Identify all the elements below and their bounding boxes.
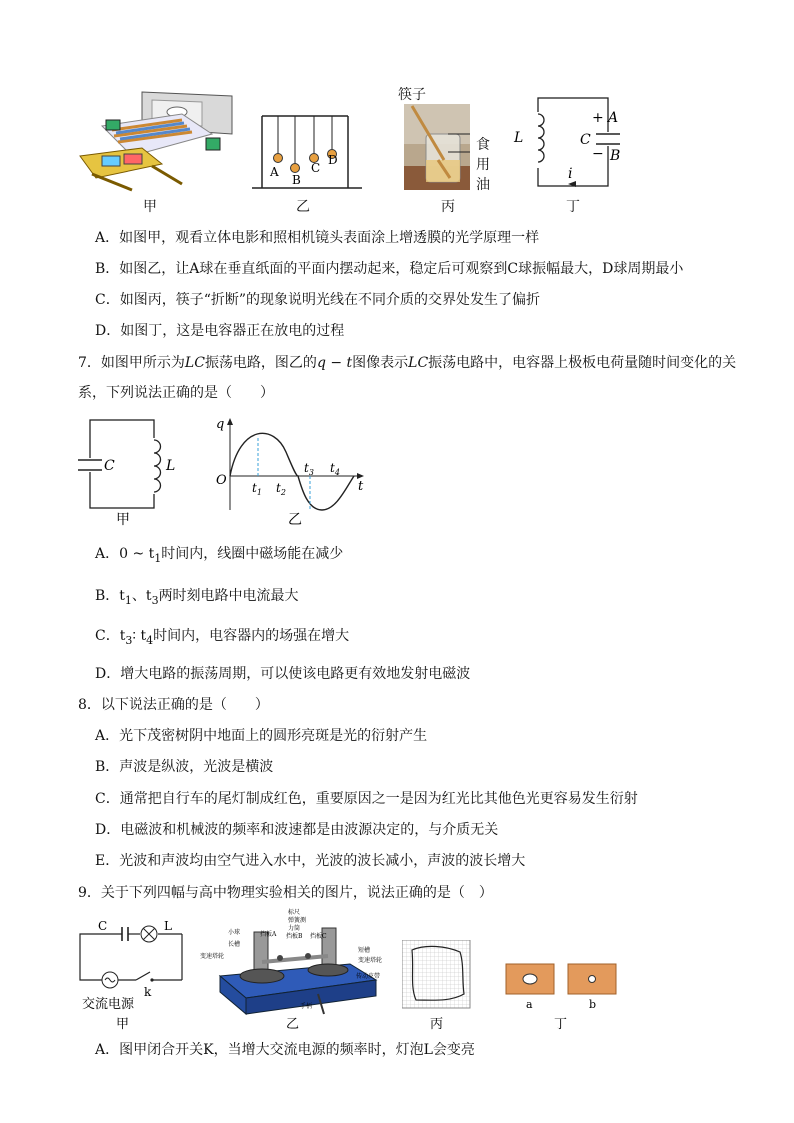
apparatus-label-plate-b: 挡板B	[286, 933, 303, 940]
q9-circuit-label-l: L	[164, 919, 172, 933]
figure-chopsticks-photo	[404, 104, 470, 190]
q7-stem-line2: 系，下列说法正确的是（ ）	[78, 385, 274, 401]
q7-option-a-text: 时间内，线圈中磁场能在减少	[161, 546, 344, 562]
q7-option-b-sub1: 1	[124, 593, 132, 607]
lc-label-minus: −	[592, 146, 604, 162]
apparatus-label-plate-a: 挡板A	[260, 931, 277, 938]
q6-option-d: D．如图丁，这是电容器正在放电的过程	[95, 323, 345, 339]
lc-label-l: L	[514, 130, 524, 146]
fig-label-jia: 甲	[143, 199, 157, 215]
lc-label-plus: +	[592, 110, 604, 126]
apparatus-label-belt: 传动皮带	[356, 973, 381, 980]
q9-stem: 9．关于下列四幅与高中物理实验相关的图片，说法正确的是（ ）	[78, 885, 493, 901]
q7-fig-label-jia: 甲	[116, 512, 130, 528]
apparatus-label-pulley-left: 变速塔轮	[200, 953, 225, 960]
apparatus-label-tube: 力筒	[288, 925, 301, 932]
q8-option-e: E．光波和声波均由空气进入水中，光波的波长减小，声波的波长增大	[95, 853, 526, 869]
q7-fig-label-l: L	[166, 458, 176, 474]
fig-label-yi: 乙	[296, 199, 310, 215]
fig-label-bing: 丙	[441, 199, 455, 215]
q7-lc-2: LC	[408, 355, 429, 371]
apparatus-label-short-slot: 短槽	[358, 947, 371, 954]
q6-option-b: B．如图乙，让A球在垂直纸面的平面内摆动起来，稳定后可观察到C球振幅最大，D球周期最小	[95, 261, 684, 277]
oil-label-1: 食	[476, 137, 490, 153]
apparatus-label-spring: 弹簧测	[288, 917, 307, 924]
pendulum-label-d: D	[328, 153, 338, 167]
pendulum-label-b: B	[292, 173, 301, 187]
q7-option-b-sub2: 3	[151, 593, 159, 607]
q7-fig-label-yi: 乙	[288, 512, 302, 528]
q7-option-c-prefix: C．t	[95, 628, 126, 644]
oil-label-2: 用	[476, 157, 490, 173]
q9-circuit-label-source: 交流电源	[82, 997, 135, 1012]
q8-option-b: B．声波是纵波，光波是横波	[95, 759, 274, 775]
apparatus-label-pulley-right: 变速塔轮	[358, 957, 383, 964]
q7-option-c	[95, 626, 349, 651]
q7-option-a-prefix: A．0 ~ t	[95, 546, 155, 562]
q7-option-a-sub: 1	[154, 551, 162, 565]
q9-fig-label-yi: 乙	[286, 1017, 300, 1032]
q8-option-a: A．光下茂密树阴中地面上的圆形亮斑是光的衍射产生	[95, 728, 428, 744]
q7-stem-part2: 振荡电路，图乙的	[204, 355, 317, 371]
q7-graph-label-t: t	[358, 479, 364, 494]
figure-q7-qt-graph	[212, 414, 372, 528]
q7-option-b-prefix: B．t	[95, 588, 125, 604]
figure-q9-centripetal-apparatus	[200, 904, 396, 1032]
q7-graph-label-t3: $t_3$	[304, 461, 314, 477]
q8-option-c: C．通常把自行车的尾灯制成红色，重要原因之一是因为红光比其他色光更容易发生衍射	[95, 791, 638, 807]
q7-option-c-sub2: 4	[146, 633, 154, 647]
q7-option-d: D．增大电路的振荡周期，可以使该电路更有效地发射电磁波	[95, 666, 471, 682]
q7-graph-label-t4: $t_4$	[330, 461, 340, 477]
q6-option-a: A．如图甲，观看立体电影和照相机镜头表面涂上增透膜的光学原理一样	[95, 230, 540, 246]
spot-label-a: a	[526, 998, 533, 1011]
q7-graph-label-o: O	[216, 473, 227, 488]
apparatus-label-plate-c: 挡板C	[310, 933, 327, 940]
q7-option-b	[95, 586, 299, 611]
q9-circuit-label-c: C	[98, 919, 108, 933]
q7-fig-label-c: C	[104, 458, 115, 474]
apparatus-label-ball: 小球	[228, 929, 241, 936]
spot-label-b: b	[589, 998, 597, 1011]
lc-label-c: C	[580, 132, 591, 148]
figure-lc-circuit-ding	[510, 84, 620, 192]
figure-q7-lc-circuit	[76, 414, 186, 528]
apparatus-label-handle: 手柄	[300, 1003, 313, 1010]
pendulum-label-a: A	[270, 165, 279, 179]
figure-q9-ac-circuit	[74, 916, 188, 1032]
figure-3d-glasses	[72, 86, 242, 194]
q7-option-b-text: 两时刻电路中电流最大	[158, 588, 299, 604]
q7-lc-1: LC	[184, 355, 205, 371]
fig-label-ding: 丁	[566, 199, 580, 215]
q9-fig-label-ding: 丁	[554, 1017, 568, 1032]
q7-graph-label-q: q	[216, 417, 225, 432]
q7-graph-label-t2: $t_2$	[276, 481, 286, 497]
figure-q9-grid-outline	[402, 940, 472, 1032]
q7-stem-part1: 7．如图甲所示为	[78, 355, 185, 371]
q7-option-c-sub1: 3	[125, 633, 133, 647]
apparatus-label-ruler: 标尺	[288, 909, 301, 916]
q7-option-c-text: 时间内，电容器内的场强在增大	[153, 628, 350, 644]
figure-q9-light-spots	[502, 962, 620, 1032]
q8-stem: 8．以下说法正确的是（ ）	[78, 697, 269, 713]
q7-stem-line1	[78, 352, 736, 374]
q7-stem-part3: 图像表示	[352, 355, 409, 371]
lc-label-b: B	[610, 148, 620, 164]
figure-pendulums	[250, 110, 365, 192]
apparatus-label-long-slot: 长槽	[228, 941, 241, 948]
q7-option-c-mid: ∶ t	[132, 628, 147, 644]
q8-option-d: D．电磁波和机械波的频率和波速都是由波源决定的，与介质无关	[95, 822, 499, 838]
lc-label-i: i	[568, 166, 573, 182]
q7-stem-part4: 振荡电路中，电容器上极板电荷量随时间变化的关	[428, 355, 737, 371]
oil-label-3: 油	[476, 177, 490, 193]
q9-fig-label-bing: 丙	[430, 1017, 444, 1032]
q7-option-b-mid: 、t	[131, 588, 152, 604]
q7-option-a	[95, 544, 343, 569]
lc-label-a: A	[608, 110, 619, 126]
q7-graph-label-t1: $t_1$	[252, 481, 262, 497]
pendulum-label-c: C	[311, 161, 321, 175]
q7-qt: q − t	[316, 355, 353, 371]
q9-option-a: A．图甲闭合开关K，当增大交流电源的频率时，灯泡L会变亮	[95, 1042, 475, 1058]
chopsticks-label: 筷子	[398, 87, 426, 103]
q9-circuit-label-k: k	[144, 985, 152, 999]
q6-option-c: C．如图丙，筷子“折断”的现象说明光线在不同介质的交界处发生了偏折	[95, 292, 541, 308]
q9-fig-label-jia: 甲	[116, 1017, 130, 1032]
